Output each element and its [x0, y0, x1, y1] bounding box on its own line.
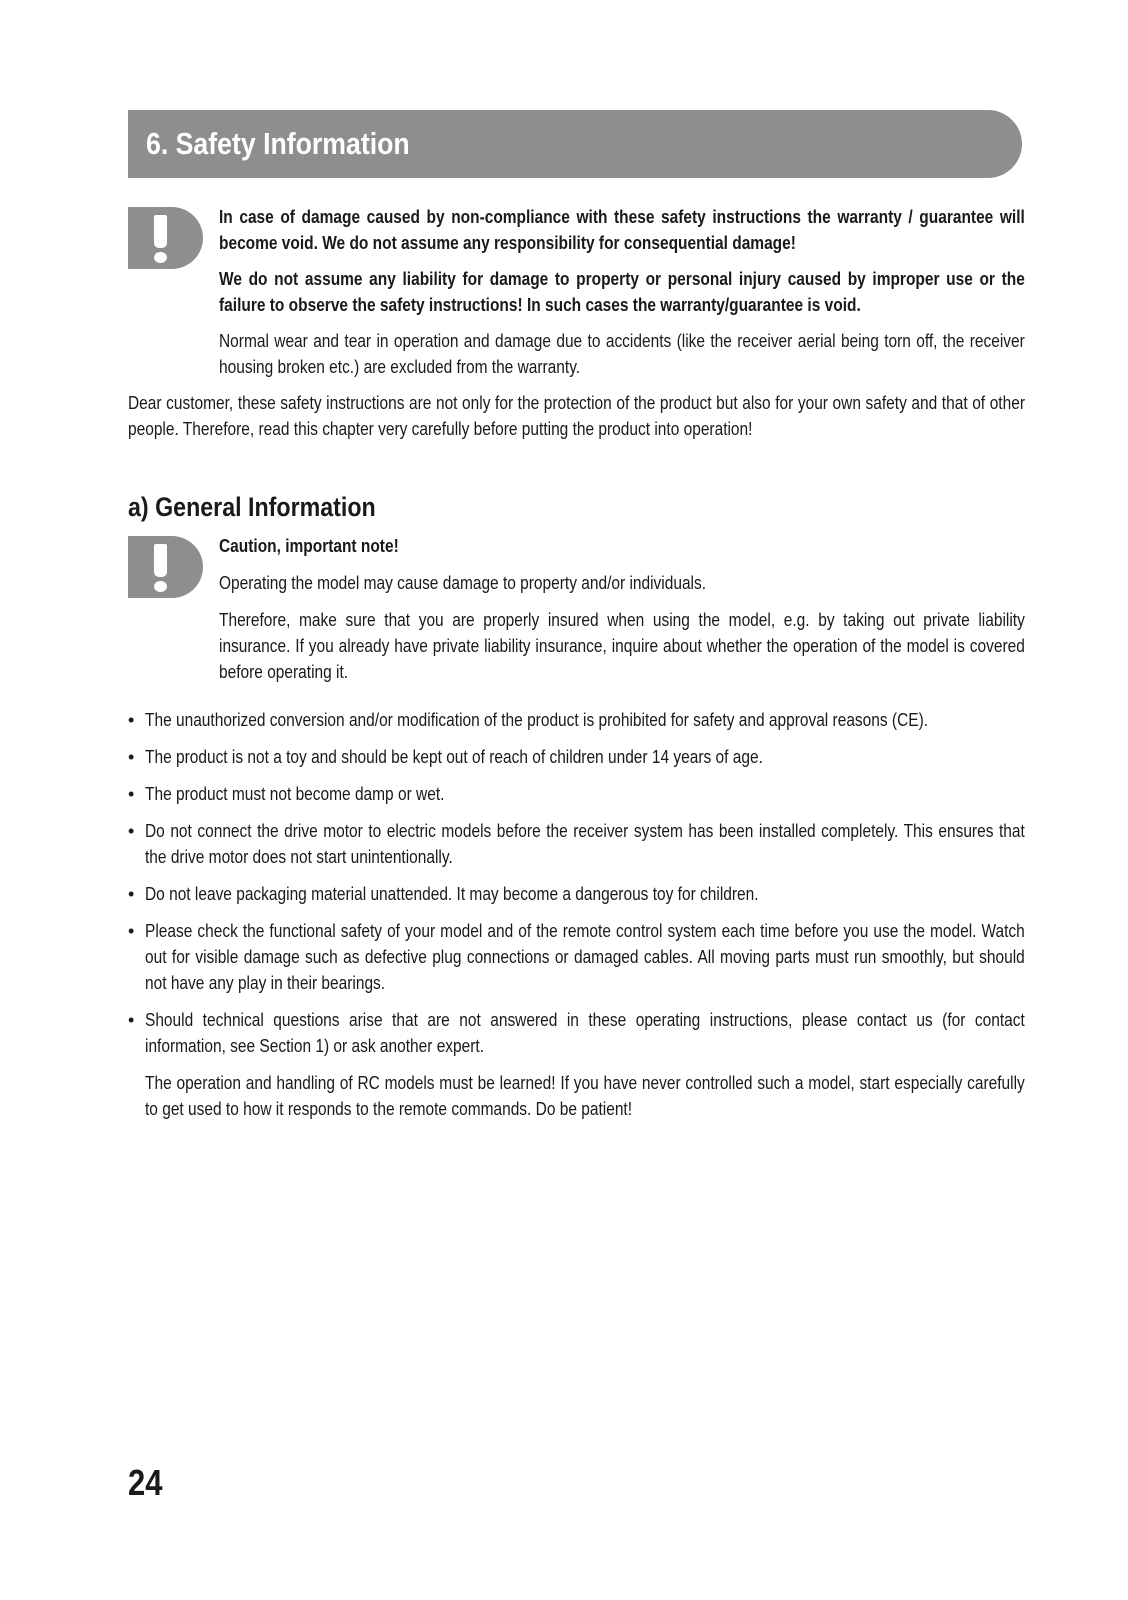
list-item: • The product is not a toy and should be kept out of reach of children under 14 years of age.	[128, 747, 763, 767]
list-item: • The product must not become damp or wet.	[128, 784, 445, 804]
liability-notice: We do not assume any liability for damage to property or personal injury caused by improper use or the failure to observe the safety instructions! In such cases the warranty/guarantee is void.	[219, 269, 1025, 315]
list-item: • The unauthorized conversion and/or modification of the product is prohibited for safety and approval reasons (CE).	[128, 710, 929, 730]
page-number: 24	[128, 1462, 163, 1503]
exclamation-icon	[128, 536, 203, 598]
safety-bullet-list	[128, 707, 1024, 1133]
subsection-heading: a) General Information	[128, 492, 376, 522]
caution-paragraph: Operating the model may cause damage to property and/or individuals.	[219, 573, 707, 593]
insurance-paragraph: Therefore, make sure that you are properly insured when using the model, e.g. by taking out private liability insurance. If you already have private liability insurance, inquire about whether the operation of the model is covered before operating it.	[219, 610, 1025, 682]
list-item: • Please check the functional safety of your model and of the remote control system each time before you use the model. Watch out for visible damage such as defective plug connections or damaged cables. All moving parts must run smoothly, but should not have any play in their bearings.	[128, 921, 1025, 993]
list-item: • Do not leave packaging material unattended. It may become a dangerous toy for children.	[128, 884, 759, 904]
exclamation-icon	[128, 207, 203, 269]
section-title-banner	[128, 110, 1022, 178]
warranty-void-notice: In case of damage caused by non-compliance with these safety instructions the warranty / guarantee will become void. We do not assume any responsibility for consequential damage!	[219, 207, 1025, 253]
intro-text: Dear customer, these safety instructions are not only for the protection of the product but also for your own safety and that of other people. Therefore, read this chapter very carefully before putting the product into operation!	[128, 393, 1025, 439]
list-item: • Should technical questions arise that are not answered in these operating instructions, please contact us (for contact information, see Section 1) or ask another expert.	[128, 1010, 1025, 1056]
list-item: • Do not connect the drive motor to electric models before the receiver system has been installed completely. This ensures that the drive motor does not start unintentionally.	[128, 821, 1025, 867]
wear-and-tear-notice: Normal wear and tear in operation and damage due to accidents (like the receiver aerial being torn off, the receiver housing broken etc.) are excluded from the warranty.	[219, 331, 1025, 377]
caution-title: Caution, important note!	[219, 536, 399, 556]
section-title: 6. Safety Information	[146, 126, 410, 161]
closing-note: The operation and handling of RC models must be learned! If you have never controlled such a model, start especially carefully to get used to how it responds to the remote commands. Do be patient!	[145, 1073, 1025, 1119]
